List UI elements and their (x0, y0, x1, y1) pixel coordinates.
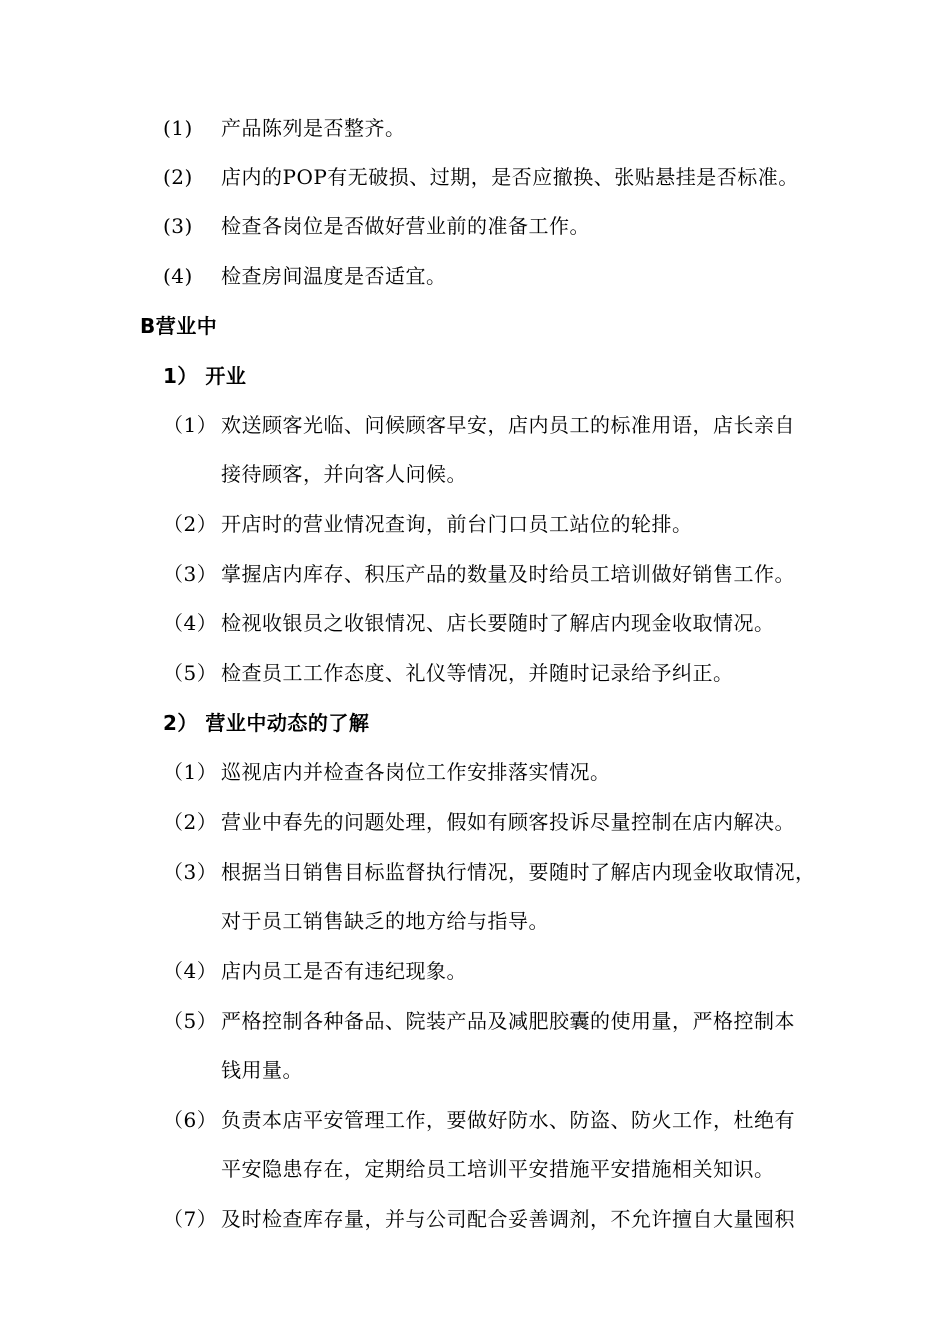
item-number: (3) (163, 214, 193, 238)
item-text: 产品陈列是否整齐。 (221, 116, 406, 140)
item-number: （3） (163, 562, 218, 586)
sub1-item-1 (163, 410, 795, 440)
subsection-2-heading: 2） 营业中动态的了解 (163, 711, 370, 735)
item-text: 根据当日销售目标监督执行情况，要随时了解店内现金收取情况， (221, 860, 816, 884)
sub2-item-2 (163, 807, 795, 837)
section-b-heading: B营业中 (140, 314, 218, 338)
item-number: （4） (163, 959, 218, 983)
item-text: 店内的POP有无破损、过期，是否应撤换、张贴悬挂是否标准。 (221, 165, 799, 189)
subsection-1-heading: 1） 开业 (163, 364, 247, 388)
item-number: （2） (163, 512, 218, 536)
item-number: (4) (163, 264, 193, 288)
item-number: （1） (163, 413, 218, 437)
item-number: （6） (163, 1108, 218, 1132)
item-number: （2） (163, 810, 218, 834)
item-number: （1） (163, 760, 218, 784)
item-text: 店内员工是否有违纪现象。 (221, 959, 467, 983)
item-number: （3） (163, 860, 218, 884)
item-number: (2) (163, 165, 193, 189)
item-number: （5） (163, 1009, 218, 1033)
item-text: 掌握店内库存、积压产品的数量及时给员工培训做好销售工作。 (221, 562, 795, 586)
item-text: 欢送顾客光临、问候顾客早安，店内员工的标准用语，店长亲自 (221, 413, 795, 437)
sub2-item-7 (163, 1204, 795, 1234)
sub2-item-4 (163, 956, 467, 986)
item-number: （7） (163, 1207, 218, 1231)
item-text: 检查房间温度是否适宜。 (221, 264, 447, 288)
sub2-item-6-continuation: 平安隐患存在，定期给员工培训平安措施平安措施相关知识。 (221, 1157, 775, 1181)
item-text: 及时检查库存量，并与公司配合妥善调剂，不允许擅自大量囤积 (221, 1207, 795, 1231)
item-text: 开店时的营业情况查询，前台门口员工站位的轮排。 (221, 512, 693, 536)
item-number: （5） (163, 661, 218, 685)
sub1-item-4 (163, 608, 775, 638)
item-text: 检查各岗位是否做好营业前的准备工作。 (221, 214, 590, 238)
pre-item-1 (163, 113, 406, 143)
sub1-item-1-continuation: 接待顾客，并向客人问候。 (221, 462, 467, 486)
sub2-item-3-continuation: 对于员工销售缺乏的地方给与指导。 (221, 909, 549, 933)
sub2-item-5 (163, 1006, 795, 1036)
pre-item-2 (163, 162, 799, 192)
sub2-item-1 (163, 757, 611, 787)
sub1-item-3 (163, 559, 795, 589)
item-text: 负责本店平安管理工作，要做好防水、防盗、防火工作，杜绝有 (221, 1108, 795, 1132)
item-text: 巡视店内并检查各岗位工作安排落实情况。 (221, 760, 611, 784)
sub1-item-5 (163, 658, 734, 688)
sub1-item-2 (163, 509, 693, 539)
item-text: 营业中春先的问题处理，假如有顾客投诉尽量控制在店内解决。 (221, 810, 795, 834)
item-text: 检查员工工作态度、礼仪等情况，并随时记录给予纠正。 (221, 661, 734, 685)
item-number: （4） (163, 611, 218, 635)
pre-item-4 (163, 261, 447, 291)
sub2-item-6 (163, 1105, 795, 1135)
item-text: 检视收银员之收银情况、店长要随时了解店内现金收取情况。 (221, 611, 775, 635)
sub2-item-3 (163, 857, 816, 887)
item-number: (1) (163, 116, 193, 140)
sub2-item-5-continuation: 钱用量。 (221, 1058, 303, 1082)
pre-item-3 (163, 211, 590, 241)
item-text: 严格控制各种备品、院装产品及减肥胶囊的使用量，严格控制本 (221, 1009, 795, 1033)
